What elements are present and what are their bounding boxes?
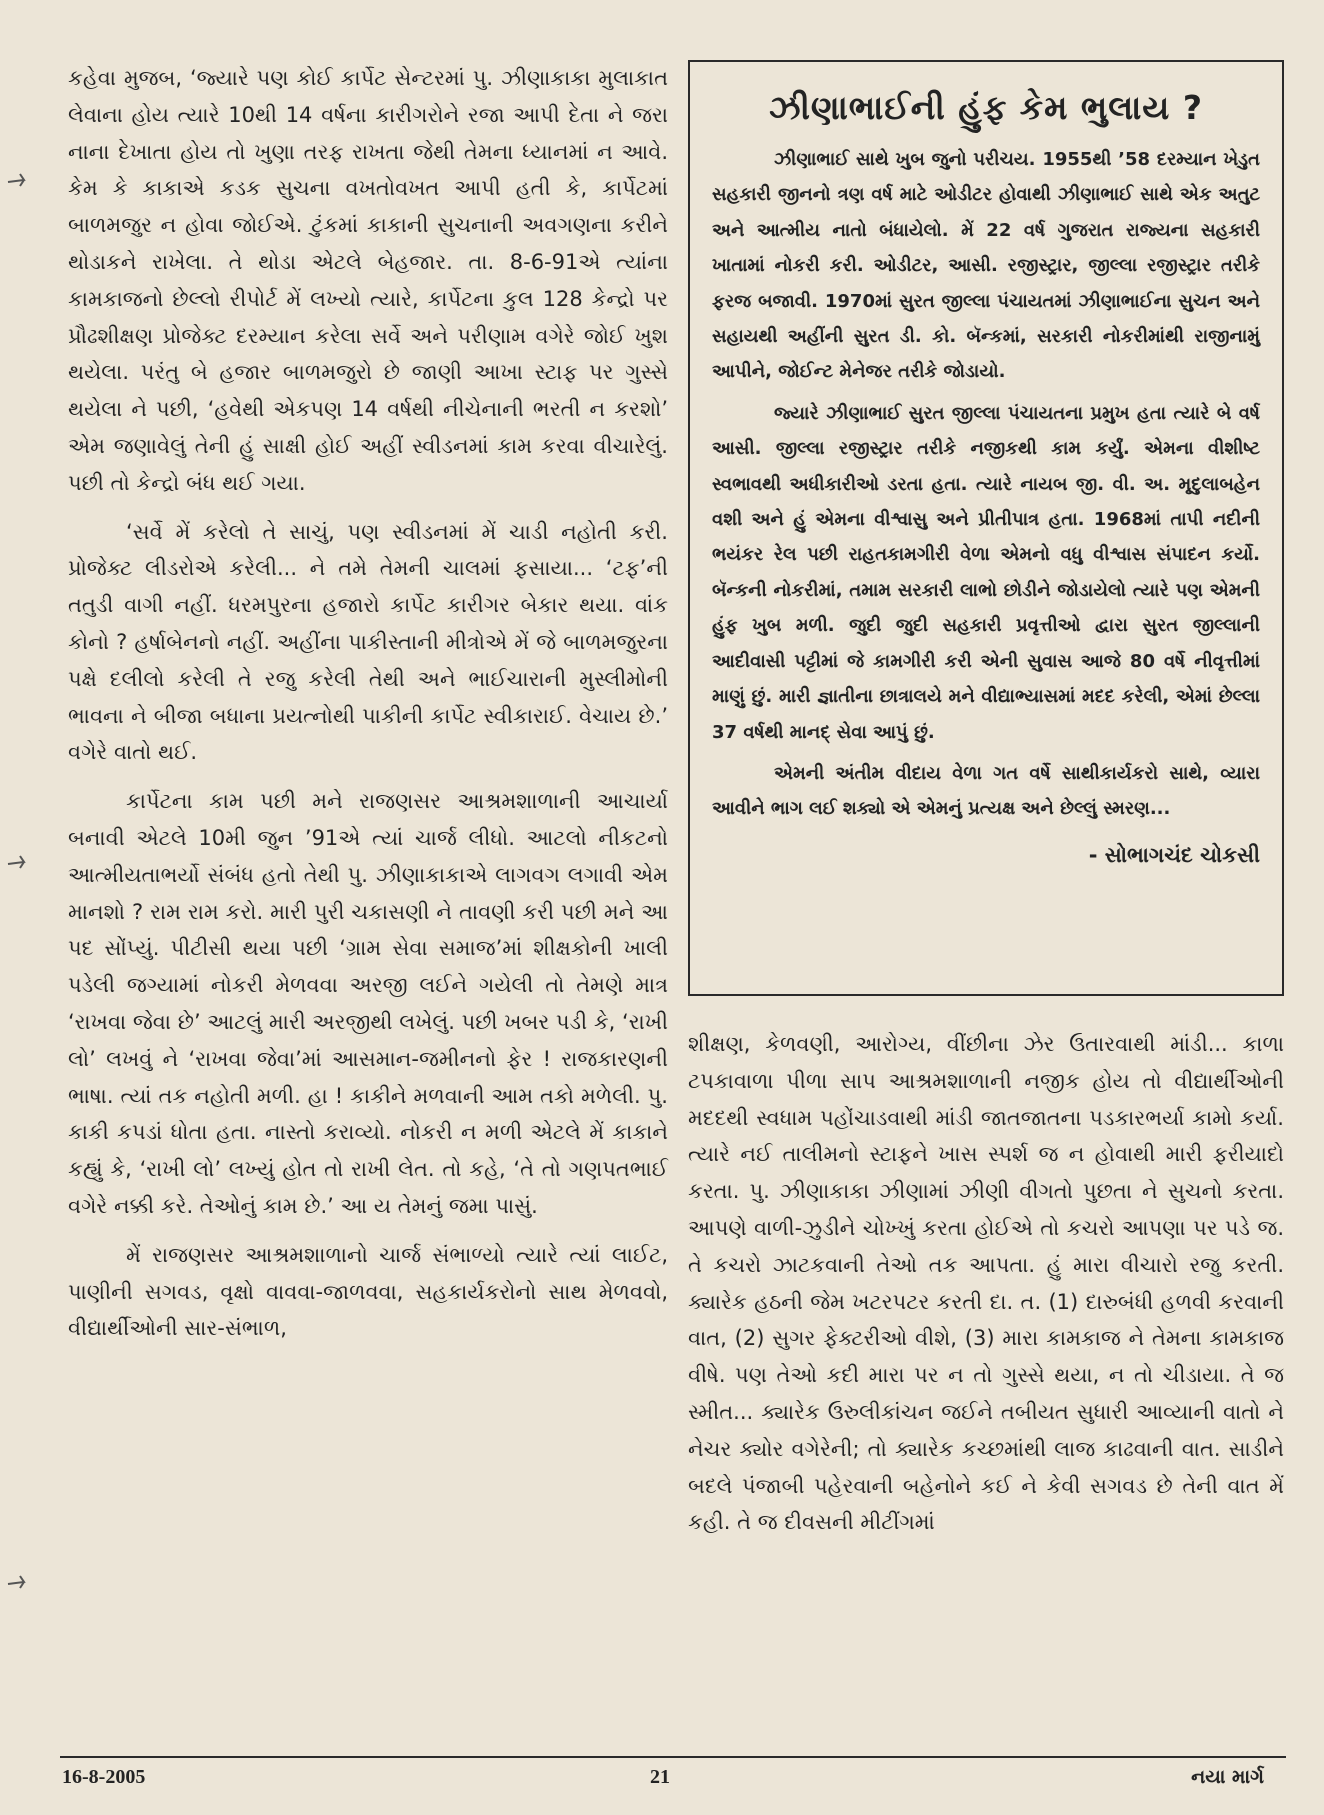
left-column (68, 60, 668, 1347)
right-column (688, 1026, 1284, 1541)
body-paragraph: કાર્પેટના કામ પછી મને રાજણસર આશ્રમશાળાની આચાર્યા બનાવી એટલે 10મી જુન ’91એ ત્યાં ચાર્જ લીધો. આટલો નીકટનો આત્મીયતાભર્યો સંબંધ હતો તેથી પુ. ઝીણાકાકાએ લાગવગ લગાવી એમ માનશો ? રામ રામ કરો. મારી પુરી ચકાસણી ને તાવણી કરી પછી મને આ પદ સોંપ્યું. પીટીસી થયા પછી ‘ગ્રામ સેવા સમાજ’માં શીક્ષકોની ખાલી પડેલી જગ્યામાં નોકરી મેળવવા અરજી લઈને ગયેલી તો તેમણે માત્ર ‘રાખવા જેવા છે’ આટલું મારી અરજીથી લખેલું. પછી ખબર પડી કે, ‘રાખી લો’ લખવું ને ‘રાખવા જેવા’માં આસમાન-જમીનનો ફેર ! રાજકારણની ભાષા. ત્યાં તક નહોતી મળી. હા ! કાકીને મળવાની આમ તકો મળેલી. પુ. કાકી કપડાં ધોતા હતા. નાસ્તો કરાવ્યો. નોકરી ન મળી એટલે મેં કાકાને કહ્યું કે, ‘રાખી લો’ લખ્યું હોત તો રાખી લેત. તો કહે, ‘તે તો ગણપતભાઈ વગેરે નક્કી કરે. તેઓનું કામ છે.’ આ ય તેમનું જમા પાસું. (68, 789, 668, 1218)
body-paragraph: શીક્ષણ, કેળવણી, આરોગ્ય, વીંછીના ઝેર ઉતારવાથી માંડી... કાળા ટપકાવાળા પીળા સાપ આશ્રમશાળાની નજીક હોય તો વીદ્યાર્થીઓની મદદથી સ્વધામ પહોંચાડવાથી માંડી જાતજાતના પડકારભર્યા કામો કર્યા. ત્યારે નઈ તાલીમનો સ્ટાફને ખાસ સ્પર્શ જ ન હોવાથી મારી ફરીયાદો કરતા. પુ. ઝીણાકાકા ઝીણામાં ઝીણી વીગતો પુછતા ને સુચનો કરતા. આપણે વાળી-ઝુડીને ચોખ્ખું કરતા હોઈએ તો કચરો આપણા પર પડે જ. તે કચરો ઝાટકવાની તેઓ તક આપતા. હું મારા વીચારો રજુ કરતી. ક્યારેક હઠની જેમ ખટરપટર કરતી દા. ત. (1) દારુબંધી હળવી કરવાની વાત, (2) સુગર ફેક્ટરીઓ વીશે, (3) મારા કામકાજ ને તેમના કામકાજ વીષે. પણ તેઓ કદી મારા પર ન તો ગુસ્સે થયા, ન તો ચીડાયા. તે જ સ્મીત... ક્યારેક ઉરુલીકાંચન જઈને તબીયત સુધારી આવ્યાની વાતો ને નેચર ક્યોર વગેરેની; તો ક્યારેક કચ્છમાંથી લાજ કાઢવાની વાત. સાડીને બદલે પંજાબી પહેરવાની બહેનોને કઈ ને કેવી સગવડ છે તેની વાત મેં કહી. તે જ દીવસની મીટીંગમાં (688, 1032, 1284, 1535)
box-paragraph: જ્યારે ઝીણાભાઈ સુરત જીલ્લા પંચાયતના પ્રમુખ હતા ત્યારે બે વર્ષ આસી. જીલ્લા રજીસ્ટ્રાર તરીકે નજીકથી કામ કર્યું. એમના વીશીષ્ટ સ્વભાવથી અધીકારીઓ ડરતા હતા. ત્યારે નાયબ જી. વી. અ. મૃદુલાબહેન વશી અને હું એમના વીશ્વાસુ અને પ્રીતીપાત્ર હતા. 1968માં તાપી નદીની ભયંકર રેલ પછી રાહતકામગીરી વેળા એમનો વધુ વીશ્વાસ સંપાદન કર્યો. બૅન્કની નોકરીમાં, તમામ સરકારી લાભો છોડીને જોડાયેલો ત્યારે પણ એમની હુંફ ખુબ મળી. જુદી જુદી સહકારી પ્રવૃત્તીઓ દ્વારા સુરત જીલ્લાની આદીવાસી પટ્ટીમાં જે કામગીરી કરી એની સુવાસ આજે 80 વર્ષે નીવૃત્તીમાં માણું છું. મારી જ્ઞાતીના છાત્રાલયે મને વીદ્યાભ્યાસમાં મદદ કરેલી, એમાં છેલ્લા 37 વર્ષથી માનદ્ સેવા આપું છું. (712, 402, 1261, 743)
box-title: ઝીણાભાઈની હુંફ કેમ ભુલાય ? (769, 88, 1203, 127)
magazine-name: નયા માર્ગ (1191, 1766, 1264, 1788)
body-paragraph: મેં રાજણસર આશ્રમશાળાનો ચાર્જ સંભાળ્યો ત્યારે ત્યાં લાઈટ, પાણીની સગવડ, વૃક્ષો વાવવા-જાળવવા, સહકાર્યકરોનો સાથ મેળવવો, વીદ્યાર્થીઓની સાર-સંભાળ, (68, 1242, 668, 1341)
body-paragraph: ‘સર્વે મેં કરેલો તે સાચું, પણ સ્વીડનમાં મેં ચાડી નહોતી કરી. પ્રોજેક્ટ લીડરોએ કરેલી... ને તમે તેમની ચાલમાં ફસાયા... ‘ટફ’ની તતુડી વાગી નહીં. ધરમપુરના હજારો કાર્પેટ કારીગર બેકાર થયા. વાંક કોનો ? હર્ષાબેનનો નહીં. અહીંના પાકીસ્તાની મીત્રોએ મેં જે બાળમજુરના પક્ષે દલીલો કરેલી તે રજુ કરેલી તેથી અને ભાઈચારાની મુસ્લીમોની ભાવના ને બીજા બધાના પ્રયત્નોથી પાકીની કાર્પેટ સ્વીકારાઈ. વેચાય છે.’ વગેરે વાતો થઈ. (68, 519, 668, 765)
box-paragraph: ઝીણાભાઈ સાથે ખુબ જુનો પરીચય. 1955થી ’58 દરમ્યાન ખેડુત સહકારી જીનનો ત્રણ વર્ષ માટે ઓડીટર હોવાથી ઝીણાભાઈ સાથે એક અતુટ અને આત્મીય નાતો બંધાયેલો. મેં 22 વર્ષ ગુજરાત રાજ્યના સહકારી ખાતામાં નોકરી કરી. ઓડીટર, આસી. રજીસ્ટ્રાર, જીલ્લા રજીસ્ટ્રાર તરીકે ફરજ બજાવી. 1970માં સુરત જીલ્લા પંચાયતમાં ઝીણાભાઈના સુચન અને સહાયથી અહીંની સુરત ડી. કો. બૅન્કમાં, સરકારી નોકરીમાંથી રાજીનામું આપીને, જોઈન્ટ મેનેજર તરીકે જોડાયો. (712, 149, 1260, 383)
footer-date: 16-8-2005 (62, 1766, 146, 1788)
footer-rule (60, 1756, 1286, 1758)
box-signature: - સોભાગચંદ ચોકસી (1088, 842, 1260, 867)
binder-hole-mark-icon (6, 1570, 36, 1594)
binder-hole-mark-icon (6, 168, 36, 192)
body-paragraph: કહેવા મુજબ, ‘જ્યારે પણ કોઈ કાર્પેટ સેન્ટરમાં પુ. ઝીણાકાકા મુલાકાત લેવાના હોય ત્યારે 10થી 14 વર્ષના કારીગરોને રજા આપી દેતા ને જરા નાના દેખાતા હોય તો ખુણા તરફ રાખતા જેથી તેમના ધ્યાનમાં ન આવે. કેમ કે કાકાએ કડક સુચના વખતોવખત આપી હતી કે, કાર્પેટમાં બાળમજુર ન હોવા જોઈએ. ટુંકમાં કાકાની સુચનાની અવગણના કરીને થોડાકને રાખેલા. તે થોડા એટલે બેહજાર. તા. 8-6-91એ ત્યાંના કામકાજનો છેલ્લો રીપોર્ટ મેં લખ્યો ત્યારે, કાર્પેટના કુલ 128 કેન્દ્રો પર પ્રૌઢશીક્ષણ પ્રોજેક્ટ દરમ્યાન કરેલા સર્વે અને પરીણામ વગેરે જોઈ ખુશ થયેલા. પરંતુ બે હજાર બાળમજુરો છે જાણી આખા સ્ટાફ પર ગુસ્સે થયેલા ને પછી, ‘હવેથી એકપણ 14 વર્ષથી નીચેનાની ભરતી ન કરશો’ એમ જણાવેલું તેની હું સાક્ષી હોઈ અહીં સ્વીડનમાં કામ કરવા વીચારેલું. પછી તો કેન્દ્રો બંધ થઈ ગયા. (68, 66, 668, 495)
binder-hole-mark-icon (6, 850, 36, 874)
sidebar-box (688, 60, 1284, 996)
box-paragraph: એમની અંતીમ વીદાય વેળા ગત વર્ષે સાથીકાર્યકરો સાથે, વ્યારા આવીને ભાગ લઈ શક્યો એ એમનું પ્રત્યક્ષ અને છેલ્લું સ્મરણ... (712, 762, 1260, 820)
page-number: 21 (650, 1766, 670, 1788)
